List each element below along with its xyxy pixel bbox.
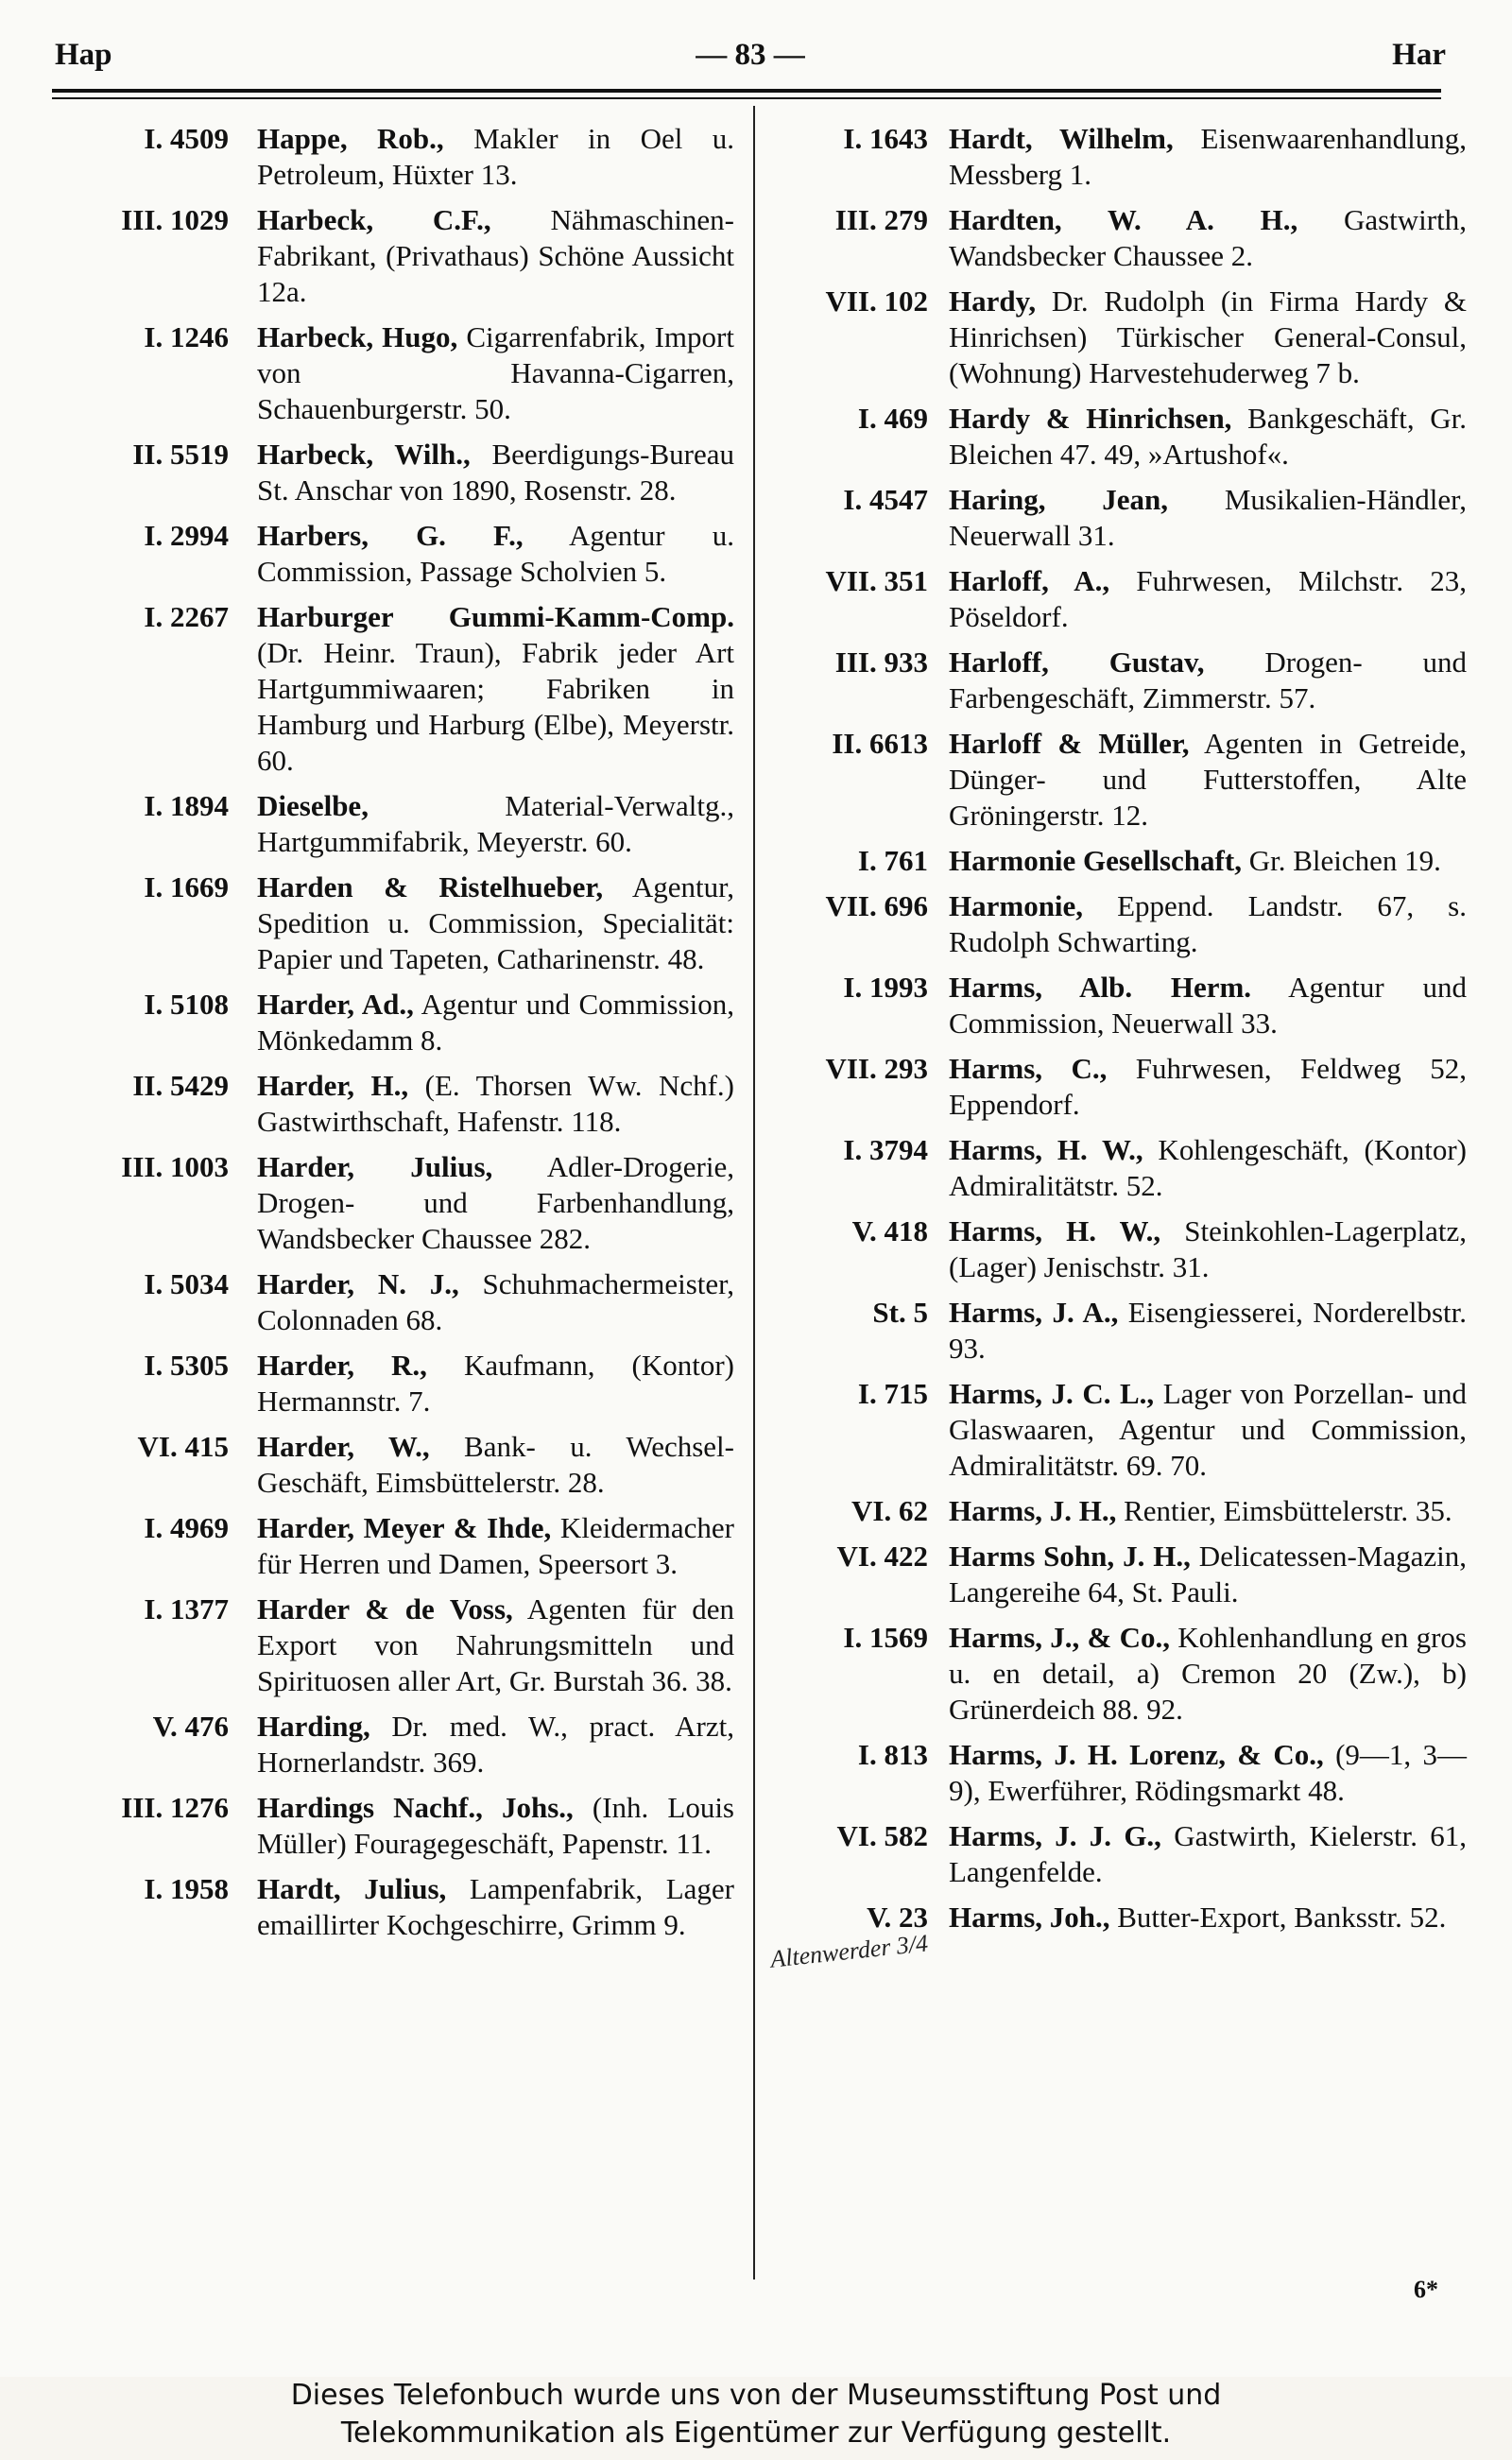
entry-phone-number: V. 418 xyxy=(851,1214,928,1247)
entry-name: Harms, H. W., xyxy=(949,1133,1143,1166)
directory-entry xyxy=(767,645,1467,716)
entry-phone-number: I. 3794 xyxy=(843,1133,928,1166)
entry-name: Hardings Nachf., Johs., xyxy=(257,1791,574,1824)
directory-entry xyxy=(59,202,734,310)
entry-details: Adler-Drogerie, Drogen- und Farbenhandlung, Wandsbecker Chaussee 282. xyxy=(257,1150,734,1255)
entry-details: Musikalien-Händler, Neuerwall 31. xyxy=(949,483,1467,552)
entry-details: Dr. Rudolph (in Firma Hardy & Hinrichsen) Türkischer General-Consul, (Wohnung) Harvestehuderweg 7 b. xyxy=(949,284,1467,389)
entry-details: (Dr. Heinr. Traun), Fabrik jeder Art Hartgummiwaaren; Fabriken in Hamburg und Harburg (Elbe), Meyerstr. 60. xyxy=(257,636,734,777)
entry-name: Harder, N. J., xyxy=(257,1267,459,1300)
entry-text xyxy=(949,843,1467,879)
left-column xyxy=(59,121,734,1953)
directory-entry xyxy=(767,1900,1467,1935)
entry-details: (9—1, 3—9), Ewerführer, Rödingsmarkt 48. xyxy=(949,1738,1467,1807)
entry-phone-number: I. 5305 xyxy=(144,1349,229,1382)
entry-text xyxy=(949,645,1467,716)
directory-entry xyxy=(59,1348,734,1419)
entry-details: Agenten in Getreide, Dünger- und Futterstoffen, Alte Gröningerstr. 12. xyxy=(949,727,1468,832)
header-rule-thick xyxy=(52,89,1441,93)
directory-entry xyxy=(767,1295,1467,1367)
directory-entry xyxy=(767,970,1467,1041)
header-rule-thin xyxy=(52,97,1441,99)
entry-details: Kohlenhandlung en gros u. en detail, a) Cremon 20 (Zw.), b) Grünerdeich 88. 92. xyxy=(949,1621,1467,1726)
entry-name: Harder, H., xyxy=(257,1069,409,1102)
entry-name: Harder, W., xyxy=(257,1430,430,1463)
entry-details: Fuhrwesen, Milchstr. 23, Pöseldorf. xyxy=(949,564,1467,633)
entry-name: Harmonie Gesellschaft, xyxy=(949,844,1242,877)
directory-entry xyxy=(59,1068,734,1140)
directory-entry xyxy=(767,1376,1467,1484)
entry-text xyxy=(949,1620,1467,1728)
entry-name: Harding, xyxy=(257,1710,370,1743)
entry-phone-number: I. 469 xyxy=(857,402,928,435)
entry-phone-number: I. 1958 xyxy=(144,1872,229,1905)
entry-details: Eppend. Landstr. 67, s. Rudolph Schwarting. xyxy=(949,889,1467,958)
directory-entry xyxy=(59,437,734,508)
directory-entry xyxy=(767,1737,1467,1809)
entry-phone-number: VII. 696 xyxy=(825,889,928,922)
entry-phone-number: VI. 582 xyxy=(836,1819,928,1852)
directory-entry xyxy=(767,1493,1467,1529)
entry-text xyxy=(949,1376,1467,1484)
right-column xyxy=(767,121,1467,1945)
entry-name: Harden & Ristelhueber, xyxy=(257,870,604,903)
entry-phone-number: VII. 293 xyxy=(825,1052,928,1085)
signature-mark: 6* xyxy=(1414,2276,1438,2303)
entry-details: Agentur und Commission, Mönkedamm 8. xyxy=(257,988,734,1057)
entry-phone-number: I. 2994 xyxy=(144,519,229,552)
entry-phone-number: III. 1029 xyxy=(121,203,229,236)
directory-entry xyxy=(767,284,1467,391)
entry-name: Harder, Ad., xyxy=(257,988,414,1021)
directory-entry xyxy=(767,1818,1467,1890)
entry-name: Harms, J. A., xyxy=(949,1296,1119,1329)
entry-details: Material-Verwaltg., Hartgummifabrik, Meyerstr. 60. xyxy=(257,789,734,858)
entry-text xyxy=(949,121,1467,193)
directory-entry xyxy=(767,482,1467,554)
entry-name: Hardten, W. A. H., xyxy=(949,203,1298,236)
entry-name: Harms, J. H. Lorenz, & Co., xyxy=(949,1738,1324,1771)
entry-text xyxy=(949,202,1467,274)
entry-name: Harloff, Gustav, xyxy=(949,645,1205,679)
entry-details: Kaufmann, (Kontor) Hermannstr. 7. xyxy=(257,1349,734,1418)
entry-details: Delicatessen-Magazin, Langereihe 64, St. Pauli. xyxy=(949,1540,1467,1608)
entry-text xyxy=(949,1213,1467,1285)
entry-phone-number: I. 1377 xyxy=(144,1592,229,1626)
entry-name: Harloff, A., xyxy=(949,564,1110,597)
entry-phone-number: VI. 62 xyxy=(851,1494,928,1527)
entry-details: Kleidermacher für Herren und Damen, Speersort 3. xyxy=(257,1511,734,1580)
directory-entry xyxy=(59,518,734,590)
entry-details: Drogen- und Farbengeschäft, Zimmerstr. 57. xyxy=(949,645,1467,714)
entry-name: Harms, Alb. Herm. xyxy=(949,971,1252,1004)
directory-entry xyxy=(59,1871,734,1943)
entry-text xyxy=(949,1051,1467,1123)
entry-name: Harms, J., & Co., xyxy=(949,1621,1170,1654)
entry-text xyxy=(257,1266,734,1338)
directory-entry xyxy=(59,1591,734,1699)
entry-name: Hardy & Hinrichsen, xyxy=(949,402,1232,435)
header-right-keyword: Har xyxy=(1392,38,1446,72)
entry-phone-number: I. 715 xyxy=(857,1377,928,1410)
entry-name: Harms, J. J. G., xyxy=(949,1819,1161,1852)
directory-entry xyxy=(767,1132,1467,1204)
entry-name: Hardt, Wilhelm, xyxy=(949,122,1174,155)
entry-name: Harbeck, Wilh., xyxy=(257,438,471,471)
entry-text xyxy=(949,726,1467,834)
footer-notice xyxy=(0,2377,1512,2460)
entry-details: Rentier, Eimsbüttelerstr. 35. xyxy=(1116,1494,1452,1527)
directory-entry xyxy=(59,319,734,427)
entry-phone-number: I. 761 xyxy=(857,844,928,877)
entry-name: Harbeck, Hugo, xyxy=(257,320,458,353)
entry-details: Gr. Bleichen 19. xyxy=(1241,844,1441,877)
entry-text xyxy=(257,987,734,1058)
entry-text xyxy=(949,970,1467,1041)
entry-name: Harms, Joh., xyxy=(949,1901,1110,1934)
entry-text xyxy=(257,1790,734,1862)
page-header xyxy=(55,34,1446,89)
entry-name: Haring, Jean, xyxy=(949,483,1169,516)
directory-entry xyxy=(59,1266,734,1338)
directory-entry xyxy=(767,1620,1467,1728)
directory-entry xyxy=(767,1051,1467,1123)
entry-details: Lager von Porzellan- und Glaswaaren, Agentur und Commission, Admiralitätstr. 69. 70. xyxy=(949,1377,1467,1482)
entry-details: Steinkohlen-Lagerplatz, (Lager) Jenischstr. 31. xyxy=(949,1214,1467,1283)
entry-name: Hardt, Julius, xyxy=(257,1872,447,1905)
directory-entry xyxy=(59,1429,734,1501)
entry-phone-number: III. 1003 xyxy=(121,1150,229,1183)
entry-details: Eisenwaarenhandlung, Messberg 1. xyxy=(949,122,1467,191)
entry-name: Harms, H. W., xyxy=(949,1214,1161,1247)
entry-details: Makler in Oel u. Petroleum, Hüxter 13. xyxy=(257,122,735,191)
entry-details: Gastwirth, Wandsbecker Chaussee 2. xyxy=(949,203,1467,272)
entry-name: Harms Sohn, J. H., xyxy=(949,1540,1191,1573)
directory-entry xyxy=(59,987,734,1058)
entry-name: Dieselbe, xyxy=(257,789,369,822)
entry-phone-number: VI. 415 xyxy=(137,1430,229,1463)
entry-phone-number: III. 1276 xyxy=(121,1791,229,1824)
entry-name: Harder & de Voss, xyxy=(257,1592,513,1626)
entry-details: (Inh. Louis Müller) Fouragegeschäft, Papenstr. 11. xyxy=(257,1791,734,1860)
entry-name: Harburger Gummi-Kamm-Comp. xyxy=(257,600,734,633)
entry-text xyxy=(257,788,734,860)
entry-details: Cigarrenfabrik, Import von Havanna-Cigarren, Schauenburgerstr. 50. xyxy=(257,320,734,425)
entry-text xyxy=(949,1493,1467,1529)
directory-entry xyxy=(59,1790,734,1862)
entry-phone-number: II. 5429 xyxy=(132,1069,229,1102)
entry-text xyxy=(257,121,734,193)
entry-details: Dr. med. W., pract. Arzt, Hornerlandstr. 369. xyxy=(257,1710,734,1779)
directory-entry xyxy=(767,888,1467,960)
directory-entry xyxy=(59,1149,734,1257)
entry-text xyxy=(257,1871,734,1943)
directory-entry xyxy=(767,843,1467,879)
entry-name: Harmonie, xyxy=(949,889,1084,922)
directory-entry xyxy=(767,202,1467,274)
entry-phone-number: VII. 102 xyxy=(825,284,928,318)
entry-details: Agentur und Commission, Neuerwall 33. xyxy=(949,971,1467,1040)
entry-phone-number: I. 5108 xyxy=(144,988,229,1021)
directory-entry xyxy=(767,1539,1467,1610)
entry-text xyxy=(949,284,1467,391)
entry-name: Harms, J. C. L., xyxy=(949,1377,1155,1410)
entry-phone-number: I. 1894 xyxy=(144,789,229,822)
directory-entry xyxy=(59,121,734,193)
entry-name: Harder, R., xyxy=(257,1349,427,1382)
directory-entry xyxy=(767,121,1467,193)
entry-details: Gastwirth, Kielerstr. 61, Langenfelde. xyxy=(949,1819,1467,1888)
entry-details: Agentur u. Commission, Passage Scholvien 5. xyxy=(257,519,734,588)
entry-text xyxy=(257,1709,734,1780)
handwritten-annotation: Altenwerder 3/4 xyxy=(768,1929,930,1973)
entry-name: Hardy, xyxy=(949,284,1037,318)
entry-name: Harms, J. H., xyxy=(949,1494,1117,1527)
entry-phone-number: III. 933 xyxy=(834,645,928,679)
entry-text xyxy=(257,1068,734,1140)
entry-name: Harms, C., xyxy=(949,1052,1108,1085)
entry-phone-number: I. 1569 xyxy=(843,1621,928,1654)
entry-phone-number: I. 1246 xyxy=(144,320,229,353)
entry-details: Eisengiesserei, Norderelbstr. 93. xyxy=(949,1296,1467,1365)
entry-text xyxy=(257,202,734,310)
entry-details: Schuhmachermeister, Colonnaden 68. xyxy=(257,1267,734,1336)
page-number: — 83 — xyxy=(696,38,805,72)
footer-line-1: Dieses Telefonbuch wurde uns von der Museumsstiftung Post und xyxy=(290,2379,1222,2412)
directory-entry xyxy=(59,1510,734,1582)
entry-phone-number: III. 279 xyxy=(834,203,928,236)
entry-text xyxy=(257,1429,734,1501)
entry-name: Happe, Rob., xyxy=(257,122,444,155)
entry-details: Nähmaschinen-Fabrikant, (Privathaus) Schöne Aussicht 12a. xyxy=(257,203,734,308)
entry-text xyxy=(949,1295,1467,1367)
entry-text xyxy=(257,1510,734,1582)
entry-text xyxy=(949,888,1467,960)
entry-details: Beerdigungs-Bureau St. Anschar von 1890, Rosenstr. 28. xyxy=(257,438,734,507)
directory-entry xyxy=(59,1709,734,1780)
entry-text xyxy=(257,319,734,427)
entry-details: Lampenfabrik, Lager emaillirter Kochgeschirre, Grimm 9. xyxy=(257,1872,734,1941)
entry-text xyxy=(949,401,1467,473)
entry-name: Harder, Julius, xyxy=(257,1150,493,1183)
entry-text xyxy=(949,1818,1467,1890)
directory-entry xyxy=(59,869,734,977)
entry-phone-number: I. 1669 xyxy=(144,870,229,903)
entry-text xyxy=(257,437,734,508)
entry-text xyxy=(949,1539,1467,1610)
entry-details: Bank- u. Wechsel-Geschäft, Eimsbüttelerstr. 28. xyxy=(257,1430,734,1499)
entry-details: Fuhrwesen, Feldweg 52, Eppendorf. xyxy=(949,1052,1467,1121)
directory-entry xyxy=(59,788,734,860)
entry-text xyxy=(949,563,1467,635)
directory-entry xyxy=(767,401,1467,473)
entry-details: Butter-Export, Banksstr. 52. xyxy=(1109,1901,1447,1934)
entry-name: Harloff & Müller, xyxy=(949,727,1190,760)
entry-text xyxy=(257,869,734,977)
directory-entry xyxy=(767,726,1467,834)
entry-text xyxy=(949,1737,1467,1809)
entry-text xyxy=(257,518,734,590)
directory-entry xyxy=(767,563,1467,635)
entry-details: (E. Thorsen Ww. Nchf.) Gastwirthschaft, Hafenstr. 118. xyxy=(257,1069,734,1138)
entry-text xyxy=(257,599,734,779)
column-divider xyxy=(753,106,755,2279)
entry-details: Agenten für den Export von Nahrungsmitteln und Spirituosen aller Art, Gr. Burstah 36. 38. xyxy=(257,1592,734,1697)
directory-entry xyxy=(59,599,734,779)
entry-text xyxy=(949,1900,1467,1935)
entry-phone-number: I. 4509 xyxy=(144,122,229,155)
entry-name: Harbeck, C.F., xyxy=(257,203,491,236)
directory-entry xyxy=(767,1213,1467,1285)
entry-name: Harder, Meyer & Ihde, xyxy=(257,1511,552,1544)
entry-text xyxy=(949,1132,1467,1204)
entry-phone-number: II. 6613 xyxy=(832,727,928,760)
footer-line-2: Telekommunikation als Eigentümer zur Verfügung gestellt. xyxy=(340,2417,1172,2450)
entry-phone-number: V. 23 xyxy=(867,1901,928,1934)
entry-phone-number: I. 4547 xyxy=(843,483,928,516)
entry-phone-number: II. 5519 xyxy=(132,438,229,471)
entry-phone-number: I. 1993 xyxy=(843,971,928,1004)
entry-phone-number: I. 2267 xyxy=(144,600,229,633)
entry-details: Bankgeschäft, Gr. Bleichen 47. 49, »Artushof«. xyxy=(949,402,1467,471)
entry-phone-number: VI. 422 xyxy=(836,1540,928,1573)
entry-phone-number: V. 476 xyxy=(152,1710,229,1743)
entry-text xyxy=(949,482,1467,554)
entry-phone-number: I. 5034 xyxy=(144,1267,229,1300)
header-left-keyword: Hap xyxy=(55,38,112,72)
entry-phone-number: I. 4969 xyxy=(144,1511,229,1544)
entry-details: Kohlengeschäft, (Kontor) Admiralitätstr. 52. xyxy=(949,1133,1467,1202)
entry-text xyxy=(257,1591,734,1699)
entry-phone-number: VII. 351 xyxy=(825,564,928,597)
entry-name: Harbers, G. F., xyxy=(257,519,524,552)
entry-text xyxy=(257,1149,734,1257)
entry-phone-number: I. 813 xyxy=(857,1738,928,1771)
entry-phone-number: St. 5 xyxy=(872,1296,928,1329)
entry-details: Agentur, Spedition u. Commission, Specialität: Papier und Tapeten, Catharinenstr. 48. xyxy=(257,870,734,975)
entry-phone-number: I. 1643 xyxy=(843,122,928,155)
entry-text xyxy=(257,1348,734,1419)
